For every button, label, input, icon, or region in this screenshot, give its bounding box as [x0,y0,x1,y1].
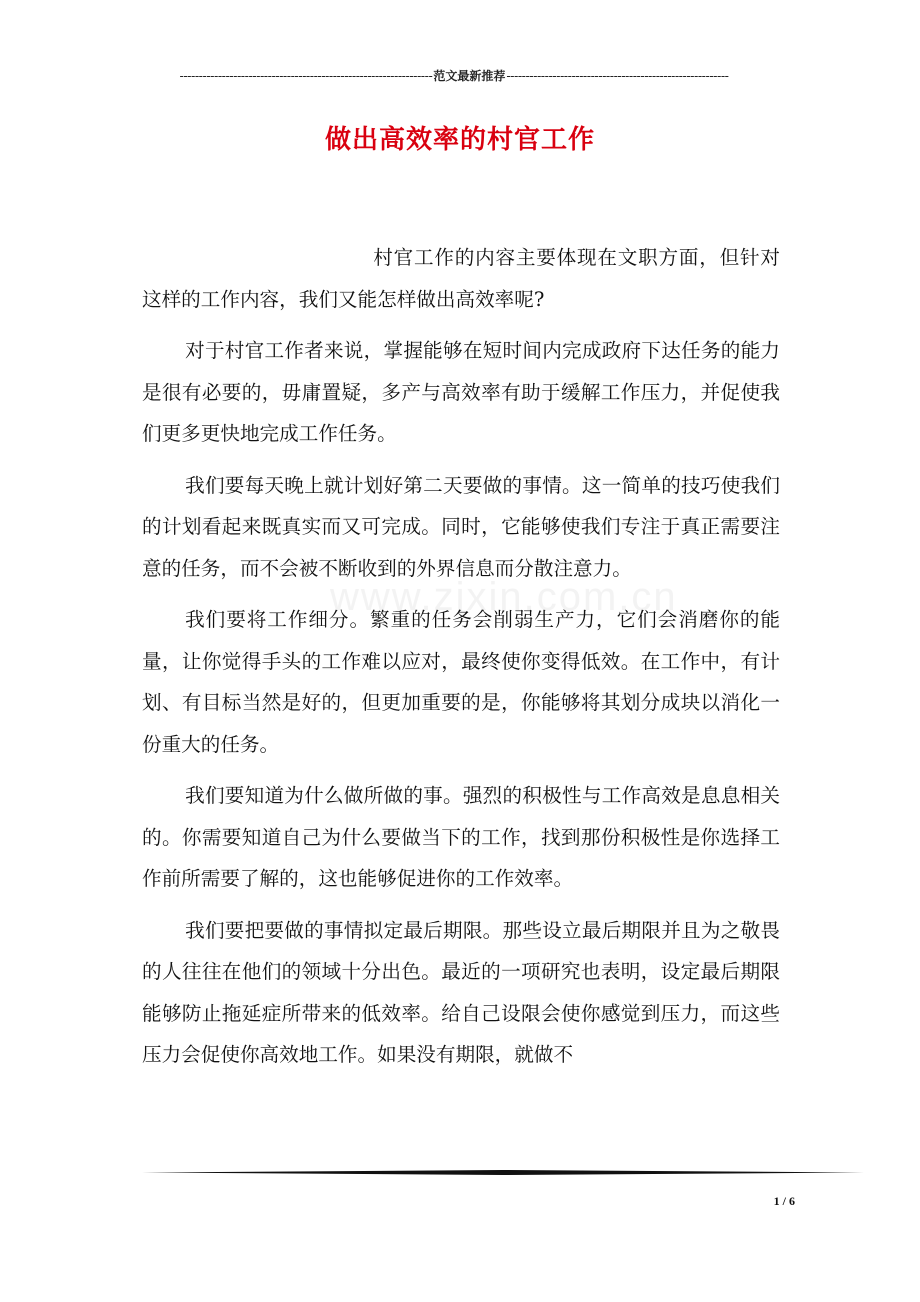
footer-rule [142,1170,864,1175]
paragraph-6: 我们要把要做的事情拟定最后期限。那些设立最后期限并且为之敬畏的人往往在他们的领域十分出色。最近的一项研究也表明，设定最后期限能够防止拖延症所带来的低效率。给自己设限会使你感觉到压力，而这些压力会促使你高效地工作。如果没有期限，就做不 [142,918,780,1066]
header-dashes-right: ---------------------------------------------------------- [506,69,729,83]
watermark: www.zixin.com.cn [330,575,678,619]
header-label: 范文最新推荐 [433,69,506,83]
paragraph-1: 村官工作的内容主要体现在文职方面，但针对这样的工作内容，我们又能怎样做出高效率呢? [142,246,780,311]
header-dashes-left: ------------------------------------------------------------------ [179,69,433,83]
paragraph-3: 我们要每天晚上就计划好第二天要做的事情。这一简单的技巧使我们的计划看起来既真实而又可完成。同时，它能够使我们专注于真正需要注意的任务，而不会被不断收到的外界信息而分散注意力。 [142,473,780,580]
document-title: 做出高效率的村官工作 [324,125,595,155]
paragraph-4: 我们要将工作细分。繁重的任务会削弱生产力，它们会消磨你的能量，让你觉得手头的工作难以应对，最终使你变得低效。在工作中，有计划、有目标当然是好的，但更加重要的是，你能够将其划分成块以消化一份重大的任务。 [142,608,780,756]
paragraph-2: 对于村官工作者来说，掌握能够在短时间内完成政府下达任务的能力是很有必要的，毋庸置疑，多产与高效率有助于缓解工作压力，并促使我们更多更快地完成工作任务。 [142,339,780,445]
page-number: 1 / 6 [773,1194,795,1208]
document-body [142,237,780,1076]
paragraph-5: 我们要知道为什么做所做的事。强烈的积极性与工作高效是息息相关的。你需要知道自己为什么要做当下的工作，找到那份积极性是你选择工作前所需要了解的，这也能够促进你的工作效率。 [142,784,780,890]
header-banner [142,68,766,84]
